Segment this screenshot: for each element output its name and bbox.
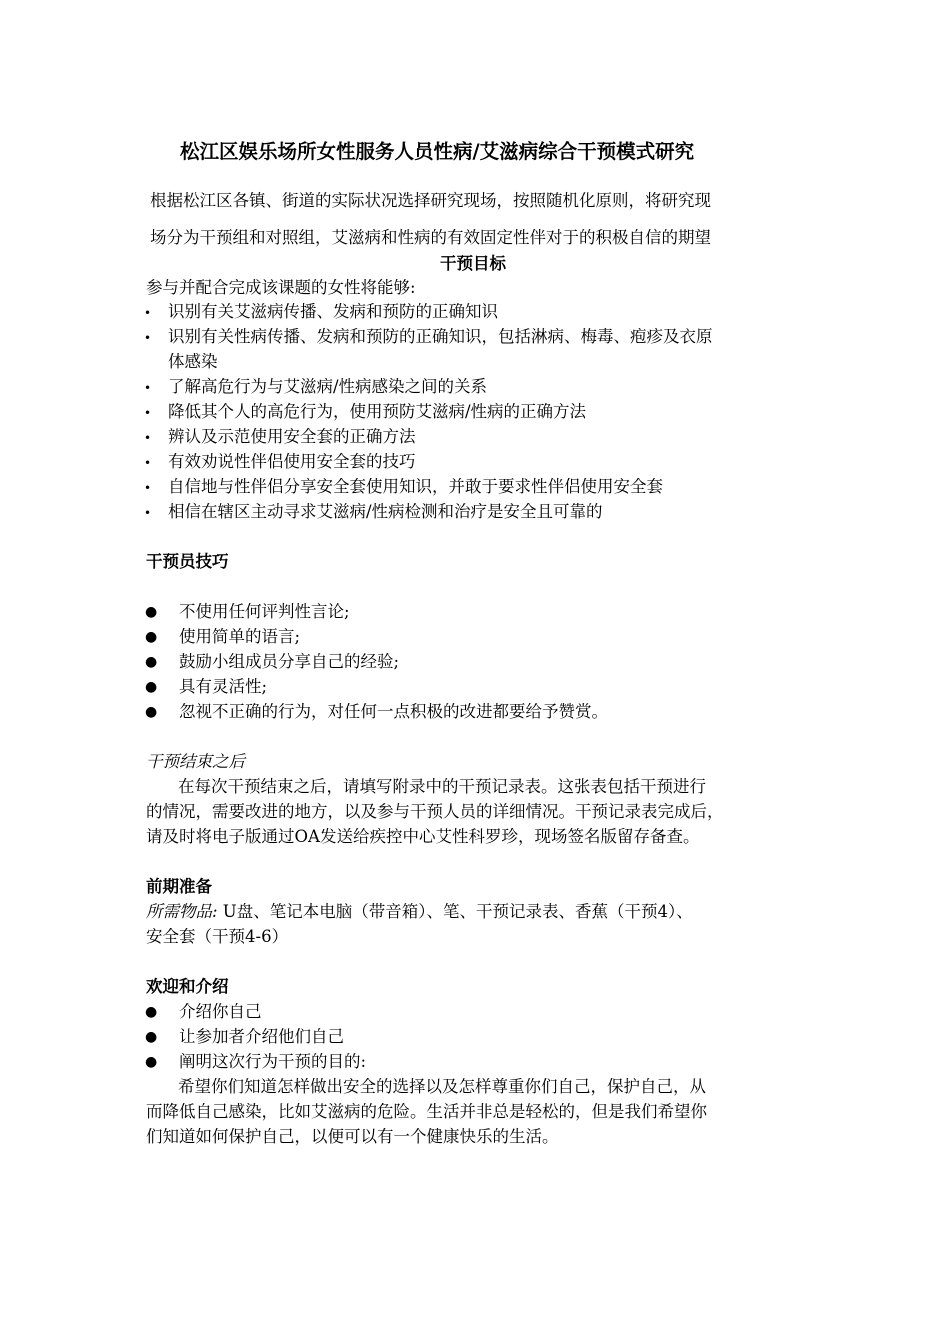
- welcome-para-line-1: 希望你们知道怎样做出安全的选择以及怎样尊重你们自己，保护自己，从: [178, 1077, 706, 1096]
- welcome-para-line-2: 而降低自己感染，比如艾滋病的危险。生活并非总是轻松的，但是我们希望你: [146, 1102, 707, 1121]
- bullet-dot: ●: [145, 1054, 158, 1070]
- goal-item-continuation: 体感染: [168, 352, 218, 371]
- welcome-item: 介绍你自己: [179, 1002, 262, 1021]
- bullet-dot: •: [144, 456, 152, 470]
- goal-item: 识别有关性病传播、发病和预防的正确知识，包括淋病、梅毒、疱疹及衣原: [168, 327, 713, 346]
- goal-item: 降低其个人的高危行为，使用预防艾滋病/性病的正确方法: [168, 402, 587, 421]
- prep-line-1: [146, 901, 693, 923]
- skills-heading: 干预员技巧: [146, 552, 229, 571]
- bullet-dot: •: [144, 481, 152, 495]
- intro-line-1: 根据松江区各镇、街道的实际状况选择研究现场，按照随机化原则，将研究现: [150, 191, 711, 210]
- after-line-3: 请及时将电子版通过OA发送给疾控中心艾性科罗珍，现场签名版留存备查。: [146, 827, 700, 846]
- bullet-dot: ●: [145, 1029, 158, 1045]
- bullet-dot: •: [144, 381, 152, 395]
- goal-item: 识别有关艾滋病传播、发病和预防的正确知识: [168, 302, 498, 321]
- bullet-dot: ●: [145, 1004, 158, 1020]
- document-title: 松江区娱乐场所女性服务人员性病/艾滋病综合干预模式研究: [180, 140, 695, 163]
- after-heading: 干预结束之后: [146, 752, 245, 771]
- prep-label: 所需物品:: [146, 902, 218, 921]
- bullet-dot: •: [144, 506, 152, 520]
- skill-item: 忽视不正确的行为，对任何一点积极的改进都要给予赞赏。: [179, 702, 608, 721]
- bullet-dot: •: [144, 431, 152, 445]
- goal-item: 自信地与性伴侣分享安全套使用知识，并敢于要求性伴侣使用安全套: [168, 477, 663, 496]
- goal-item: 相信在辖区主动寻求艾滋病/性病检测和治疗是安全且可靠的: [168, 502, 603, 521]
- skill-item: 具有灵活性;: [179, 677, 268, 696]
- bullet-dot: ●: [145, 654, 158, 670]
- bullet-dot: ●: [145, 629, 158, 645]
- prep-items: U盘、笔记本电脑（带音箱）、笔、干预记录表、香蕉（干预4）、: [217, 902, 693, 921]
- skill-item: 鼓励小组成员分享自己的经验;: [179, 652, 400, 671]
- goals-lead: 参与并配合完成该课题的女性将能够:: [146, 278, 416, 297]
- welcome-heading: 欢迎和介绍: [146, 977, 229, 996]
- goal-item: 了解高危行为与艾滋病/性病感染之间的关系: [168, 377, 488, 396]
- welcome-item: 阐明这次行为干预的目的:: [179, 1052, 367, 1071]
- intro-line-2: 场分为干预组和对照组，艾滋病和性病的有效固定性伴对于的积极自信的期望: [150, 228, 711, 247]
- goal-item: 辨认及示范使用安全套的正确方法: [168, 427, 416, 446]
- prep-heading: 前期准备: [146, 877, 212, 896]
- skill-item: 不使用任何评判性言论;: [179, 602, 350, 621]
- bullet-dot: ●: [145, 679, 158, 695]
- skill-item: 使用简单的语言;: [179, 627, 301, 646]
- prep-line-2: 安全套（干预4-6）: [146, 927, 289, 946]
- bullet-dot: ●: [145, 604, 158, 620]
- bullet-dot: ●: [145, 704, 158, 720]
- welcome-item: 让参加者介绍他们自己: [179, 1027, 344, 1046]
- after-line-1: 在每次干预结束之后，请填写附录中的干预记录表。这张表包括干预进行: [178, 777, 706, 796]
- after-line-2: 的情况，需要改进的地方，以及参与干预人员的详细情况。干预记录表完成后，: [146, 802, 724, 821]
- goals-heading: 干预目标: [440, 254, 506, 273]
- bullet-dot: •: [144, 406, 152, 420]
- welcome-para-line-3: 们知道如何保护自己，以便可以有一个健康快乐的生活。: [146, 1127, 559, 1146]
- bullet-dot: •: [144, 306, 152, 320]
- goal-item: 有效劝说性伴侣使用安全套的技巧: [168, 452, 416, 471]
- bullet-dot: •: [144, 331, 152, 345]
